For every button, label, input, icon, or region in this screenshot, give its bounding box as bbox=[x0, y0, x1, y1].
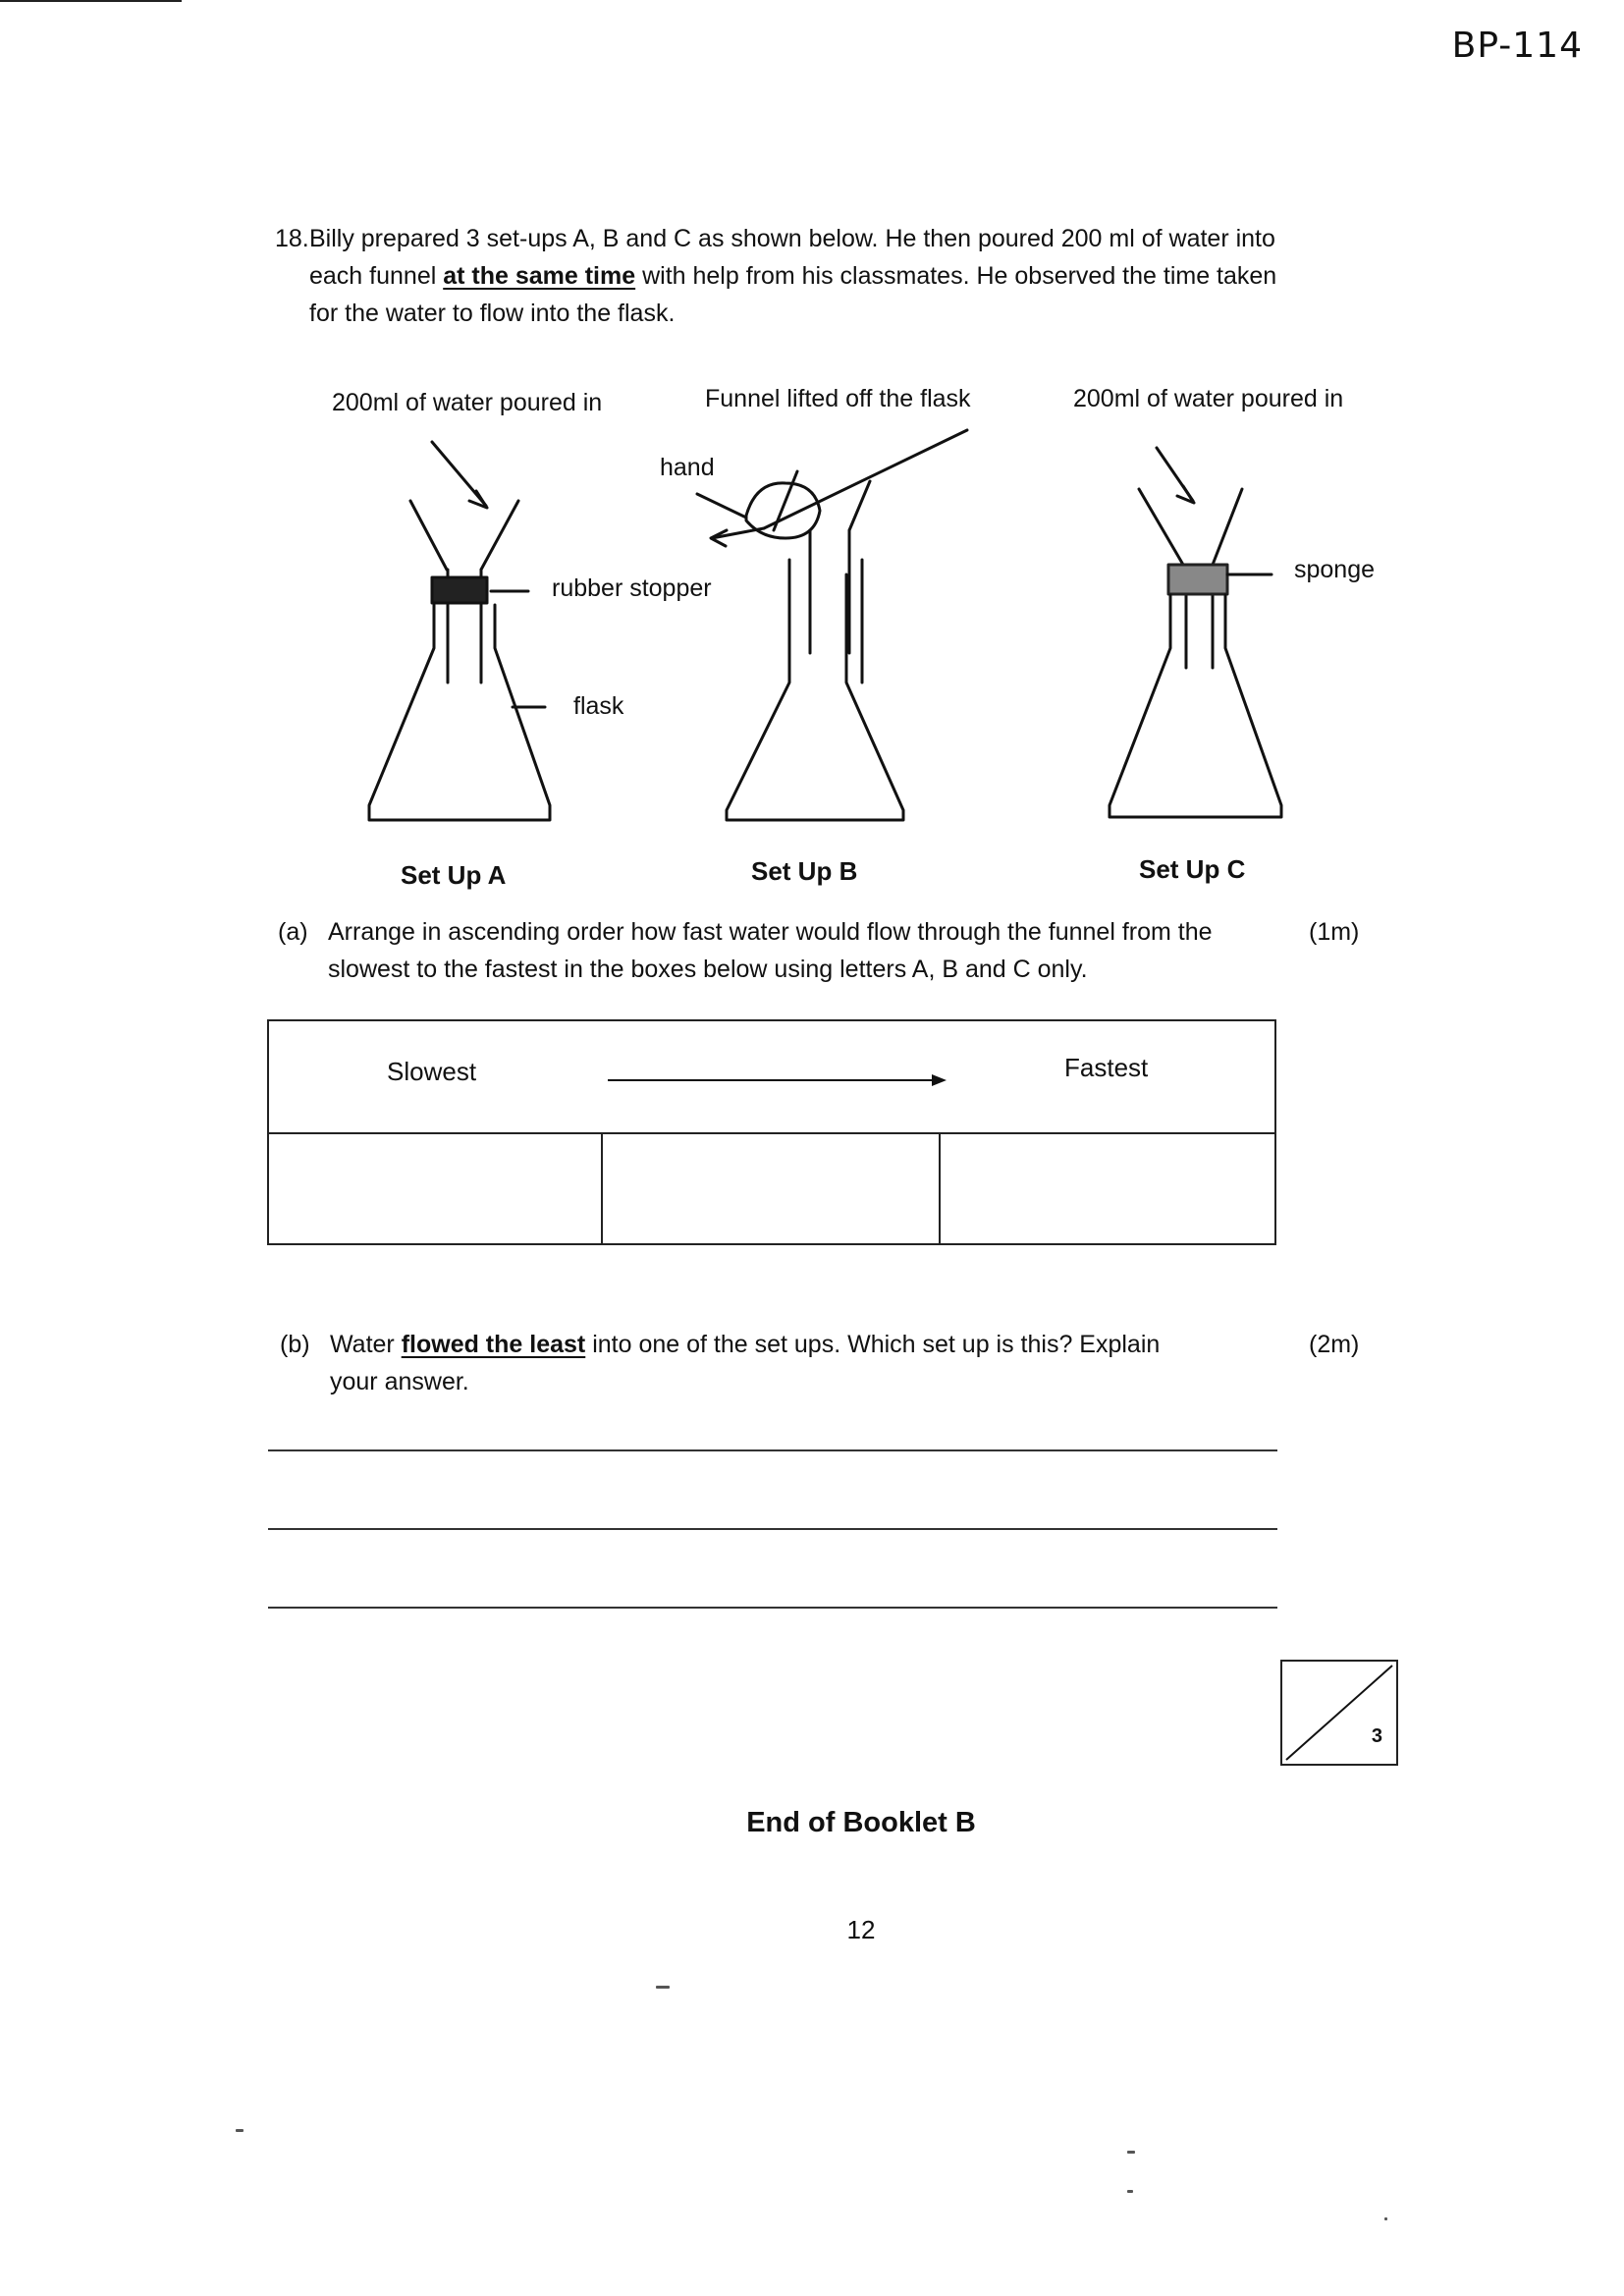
label-hand: hand bbox=[660, 454, 715, 481]
caption-set-up-a: Set Up A bbox=[401, 860, 507, 890]
answer-box-fastest[interactable] bbox=[941, 1134, 1274, 1243]
question-stem bbox=[309, 220, 1291, 332]
label-water-poured-a: 200ml of water poured in bbox=[332, 389, 603, 416]
question-number: 18. bbox=[275, 225, 309, 252]
order-table-header bbox=[269, 1021, 1274, 1134]
scan-mark bbox=[656, 1986, 670, 1989]
setup-b-drawing bbox=[697, 430, 967, 820]
label-funnel-lifted: Funnel lifted off the flask bbox=[705, 385, 971, 412]
scan-mark bbox=[236, 2129, 244, 2132]
part-b-marks: (2m) bbox=[1309, 1331, 1360, 1358]
caption-set-up-c: Set Up C bbox=[1139, 854, 1246, 884]
part-b-text bbox=[330, 1326, 1214, 1400]
fastest-label: Fastest bbox=[1064, 1053, 1149, 1082]
part-b-text-before: Water bbox=[330, 1331, 402, 1358]
setup-a-drawing bbox=[369, 442, 550, 820]
top-rule bbox=[0, 0, 182, 2]
part-a-marks: (1m) bbox=[1309, 918, 1360, 946]
question-stem-part1: Billy prepared 3 set-ups A, B and C as shown below. He then poured 200 ml of water into each funnel bbox=[309, 225, 1275, 290]
label-sponge: sponge bbox=[1294, 556, 1376, 583]
end-of-booklet: End of Booklet B bbox=[746, 1807, 976, 1838]
answer-box-middle[interactable] bbox=[603, 1134, 941, 1243]
part-b-letter: (b) bbox=[280, 1331, 310, 1358]
paper-code: BP-114 bbox=[1451, 26, 1583, 66]
setup-c-drawing bbox=[1110, 448, 1281, 817]
label-flask: flask bbox=[573, 692, 624, 720]
label-water-poured-c: 200ml of water poured in bbox=[1073, 385, 1344, 412]
scan-mark bbox=[1127, 2151, 1135, 2154]
right-arrow-icon bbox=[608, 1070, 947, 1090]
mark-box-diagonal bbox=[1282, 1662, 1396, 1764]
scan-mark bbox=[1384, 2217, 1387, 2220]
mark-box bbox=[1280, 1660, 1398, 1766]
answer-box-slowest[interactable] bbox=[269, 1134, 603, 1243]
part-b-emphasis: flowed the least bbox=[401, 1331, 586, 1358]
answer-line-3[interactable] bbox=[268, 1607, 1277, 1609]
label-rubber-stopper: rubber stopper bbox=[552, 574, 712, 602]
mark-total: 3 bbox=[1371, 1725, 1382, 1747]
part-a-letter: (a) bbox=[278, 918, 308, 946]
answer-line-2[interactable] bbox=[268, 1528, 1277, 1530]
experiment-figure bbox=[324, 373, 1434, 923]
order-table bbox=[267, 1019, 1276, 1245]
slowest-label: Slowest bbox=[387, 1057, 477, 1086]
question-stem-emphasis: at the same time bbox=[443, 262, 636, 290]
caption-set-up-b: Set Up B bbox=[751, 856, 858, 886]
part-a-text: Arrange in ascending order how fast water would flow through the funnel from the slowest to the fastest in the boxes below using letters A, B and C only. bbox=[328, 918, 1213, 983]
page-number: 12 bbox=[846, 1915, 876, 1944]
setups-diagram bbox=[324, 373, 1434, 923]
answer-line-1[interactable] bbox=[268, 1449, 1277, 1451]
scan-mark bbox=[1127, 2190, 1133, 2193]
question-stem-part2: with help from his classmates. He observed the time taken for the water to flow into the flask. bbox=[309, 262, 1277, 327]
part-b-text-after: into one of the set ups. Which set up is this? Explain your answer. bbox=[330, 1331, 1161, 1395]
